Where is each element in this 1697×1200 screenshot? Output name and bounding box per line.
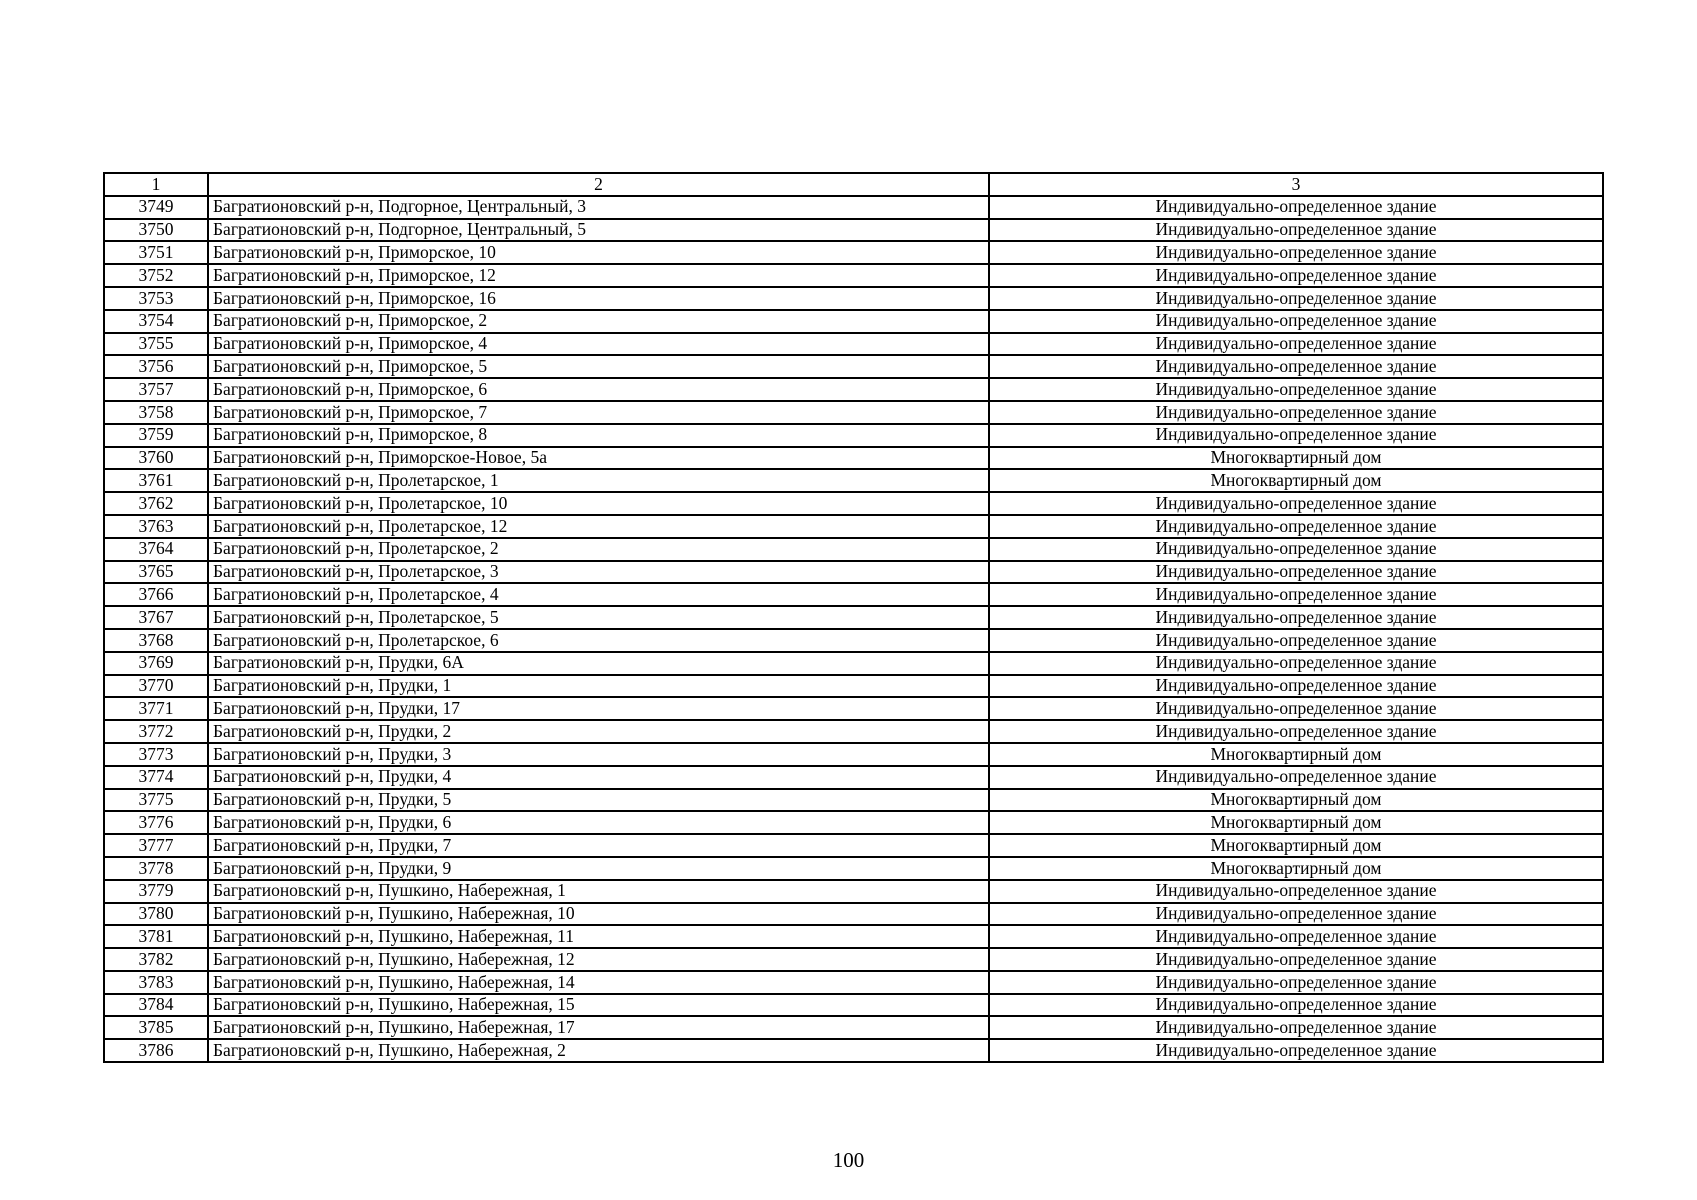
row-number: 3755 — [104, 333, 208, 356]
row-address: Багратионовский р-н, Подгорное, Центральный, 3 — [208, 196, 989, 219]
row-number: 3776 — [104, 811, 208, 834]
table-row — [104, 287, 1603, 310]
row-building-type: Индивидуально-определенное здание — [989, 606, 1603, 629]
row-address: Багратионовский р-н, Пушкино, Набережная, 15 — [208, 994, 989, 1017]
table-row — [104, 606, 1603, 629]
table-row — [104, 219, 1603, 242]
row-number: 3784 — [104, 994, 208, 1017]
row-address: Багратионовский р-н, Пролетарское, 6 — [208, 629, 989, 652]
row-address: Багратионовский р-н, Приморское, 5 — [208, 355, 989, 378]
table-row — [104, 515, 1603, 538]
row-building-type: Многоквартирный дом — [989, 811, 1603, 834]
row-number: 3751 — [104, 241, 208, 264]
row-address: Багратионовский р-н, Пролетарское, 4 — [208, 583, 989, 606]
row-building-type: Индивидуально-определенное здание — [989, 561, 1603, 584]
header-col-2: 2 — [208, 173, 989, 196]
table-row — [104, 196, 1603, 219]
row-building-type: Индивидуально-определенное здание — [989, 903, 1603, 926]
table-row — [104, 355, 1603, 378]
row-building-type: Индивидуально-определенное здание — [989, 424, 1603, 447]
row-number: 3786 — [104, 1039, 208, 1062]
row-address: Багратионовский р-н, Пролетарское, 2 — [208, 538, 989, 561]
row-building-type: Индивидуально-определенное здание — [989, 720, 1603, 743]
row-address: Багратионовский р-н, Прудки, 6А — [208, 652, 989, 675]
row-address: Багратионовский р-н, Пролетарское, 10 — [208, 492, 989, 515]
row-building-type: Индивидуально-определенное здание — [989, 994, 1603, 1017]
row-address: Багратионовский р-н, Пушкино, Набережная, 12 — [208, 948, 989, 971]
row-number: 3779 — [104, 880, 208, 903]
row-building-type: Индивидуально-определенное здание — [989, 196, 1603, 219]
buildings-table — [103, 172, 1604, 1063]
row-address: Багратионовский р-н, Пролетарское, 3 — [208, 561, 989, 584]
row-number: 3783 — [104, 971, 208, 994]
row-address: Багратионовский р-н, Подгорное, Центральный, 5 — [208, 219, 989, 242]
row-building-type: Многоквартирный дом — [989, 789, 1603, 812]
row-number: 3758 — [104, 401, 208, 424]
row-building-type: Индивидуально-определенное здание — [989, 401, 1603, 424]
table-body — [104, 196, 1603, 1062]
table-row — [104, 811, 1603, 834]
row-building-type: Индивидуально-определенное здание — [989, 652, 1603, 675]
row-number: 3780 — [104, 903, 208, 926]
row-number: 3768 — [104, 629, 208, 652]
table-row — [104, 1016, 1603, 1039]
row-number: 3757 — [104, 378, 208, 401]
row-number: 3770 — [104, 675, 208, 698]
row-address: Багратионовский р-н, Пушкино, Набережная, 17 — [208, 1016, 989, 1039]
row-number: 3761 — [104, 469, 208, 492]
row-address: Багратионовский р-н, Прудки, 3 — [208, 743, 989, 766]
row-number: 3772 — [104, 720, 208, 743]
table-row — [104, 720, 1603, 743]
row-building-type: Индивидуально-определенное здание — [989, 378, 1603, 401]
table-row — [104, 447, 1603, 470]
table-row — [104, 994, 1603, 1017]
row-address: Багратионовский р-н, Прудки, 17 — [208, 697, 989, 720]
page-number: 100 — [832, 1148, 865, 1172]
table-row — [104, 834, 1603, 857]
row-building-type: Индивидуально-определенное здание — [989, 264, 1603, 287]
table-row — [104, 675, 1603, 698]
table-row — [104, 583, 1603, 606]
row-number: 3762 — [104, 492, 208, 515]
table-row — [104, 925, 1603, 948]
table-row — [104, 743, 1603, 766]
table-row — [104, 697, 1603, 720]
row-number: 3766 — [104, 583, 208, 606]
row-building-type: Многоквартирный дом — [989, 743, 1603, 766]
row-number: 3774 — [104, 766, 208, 789]
table-row — [104, 561, 1603, 584]
row-number: 3753 — [104, 287, 208, 310]
table-row — [104, 652, 1603, 675]
row-number: 3767 — [104, 606, 208, 629]
row-number: 3781 — [104, 925, 208, 948]
table-row — [104, 880, 1603, 903]
row-address: Багратионовский р-н, Пушкино, Набережная, 14 — [208, 971, 989, 994]
row-building-type: Индивидуально-определенное здание — [989, 310, 1603, 333]
row-building-type: Индивидуально-определенное здание — [989, 355, 1603, 378]
table-row — [104, 492, 1603, 515]
row-number: 3777 — [104, 834, 208, 857]
row-number: 3785 — [104, 1016, 208, 1039]
table-row — [104, 971, 1603, 994]
table-row — [104, 469, 1603, 492]
table-row — [104, 766, 1603, 789]
row-address: Багратионовский р-н, Прудки, 9 — [208, 857, 989, 880]
row-building-type: Индивидуально-определенное здание — [989, 538, 1603, 561]
row-address: Багратионовский р-н, Прудки, 5 — [208, 789, 989, 812]
table-row — [104, 333, 1603, 356]
table-header-row — [104, 173, 1603, 196]
header-col-3: 3 — [989, 173, 1603, 196]
row-address: Багратионовский р-н, Приморское, 12 — [208, 264, 989, 287]
row-address: Багратионовский р-н, Прудки, 1 — [208, 675, 989, 698]
row-building-type: Индивидуально-определенное здание — [989, 766, 1603, 789]
row-building-type: Индивидуально-определенное здание — [989, 971, 1603, 994]
row-address: Багратионовский р-н, Пролетарское, 12 — [208, 515, 989, 538]
row-number: 3771 — [104, 697, 208, 720]
table-row — [104, 538, 1603, 561]
row-number: 3775 — [104, 789, 208, 812]
row-address: Багратионовский р-н, Пушкино, Набережная, 10 — [208, 903, 989, 926]
row-number: 3778 — [104, 857, 208, 880]
row-building-type: Индивидуально-определенное здание — [989, 880, 1603, 903]
row-address: Багратионовский р-н, Приморское, 8 — [208, 424, 989, 447]
row-number: 3769 — [104, 652, 208, 675]
table-row — [104, 264, 1603, 287]
row-address: Багратионовский р-н, Пушкино, Набережная, 1 — [208, 880, 989, 903]
row-building-type: Индивидуально-определенное здание — [989, 697, 1603, 720]
row-number: 3773 — [104, 743, 208, 766]
table-row — [104, 948, 1603, 971]
table-row — [104, 789, 1603, 812]
row-address: Багратионовский р-н, Пролетарское, 1 — [208, 469, 989, 492]
row-building-type: Индивидуально-определенное здание — [989, 515, 1603, 538]
row-building-type: Индивидуально-определенное здание — [989, 241, 1603, 264]
table-row — [104, 401, 1603, 424]
row-building-type: Индивидуально-определенное здание — [989, 948, 1603, 971]
table-row — [104, 903, 1603, 926]
header-col-1: 1 — [104, 173, 208, 196]
table-row — [104, 378, 1603, 401]
row-address: Багратионовский р-н, Прудки, 2 — [208, 720, 989, 743]
row-building-type: Индивидуально-определенное здание — [989, 219, 1603, 242]
row-building-type: Многоквартирный дом — [989, 447, 1603, 470]
table-row — [104, 310, 1603, 333]
row-building-type: Индивидуально-определенное здание — [989, 333, 1603, 356]
table-row — [104, 629, 1603, 652]
table-row — [104, 857, 1603, 880]
row-building-type: Индивидуально-определенное здание — [989, 925, 1603, 948]
row-building-type: Многоквартирный дом — [989, 834, 1603, 857]
row-address: Багратионовский р-н, Приморское, 4 — [208, 333, 989, 356]
row-address: Багратионовский р-н, Приморское, 7 — [208, 401, 989, 424]
table-row — [104, 241, 1603, 264]
row-address: Багратионовский р-н, Прудки, 4 — [208, 766, 989, 789]
row-address: Багратионовский р-н, Приморское, 16 — [208, 287, 989, 310]
row-address: Багратионовский р-н, Прудки, 7 — [208, 834, 989, 857]
row-building-type: Индивидуально-определенное здание — [989, 1039, 1603, 1062]
row-building-type: Индивидуально-определенное здание — [989, 1016, 1603, 1039]
table-row — [104, 1039, 1603, 1062]
row-address: Багратионовский р-н, Приморское, 2 — [208, 310, 989, 333]
row-number: 3763 — [104, 515, 208, 538]
row-building-type: Индивидуально-определенное здание — [989, 675, 1603, 698]
row-address: Багратионовский р-н, Пушкино, Набережная, 11 — [208, 925, 989, 948]
row-building-type: Индивидуально-определенное здание — [989, 287, 1603, 310]
row-number: 3760 — [104, 447, 208, 470]
row-address: Багратионовский р-н, Прудки, 6 — [208, 811, 989, 834]
row-number: 3749 — [104, 196, 208, 219]
row-building-type: Индивидуально-определенное здание — [989, 629, 1603, 652]
row-address: Багратионовский р-н, Пушкино, Набережная, 2 — [208, 1039, 989, 1062]
row-address: Багратионовский р-н, Приморское, 6 — [208, 378, 989, 401]
row-number: 3752 — [104, 264, 208, 287]
row-number: 3756 — [104, 355, 208, 378]
row-number: 3750 — [104, 219, 208, 242]
row-address: Багратионовский р-н, Приморское-Новое, 5а — [208, 447, 989, 470]
row-building-type: Индивидуально-определенное здание — [989, 583, 1603, 606]
row-address: Багратионовский р-н, Приморское, 10 — [208, 241, 989, 264]
row-address: Багратионовский р-н, Пролетарское, 5 — [208, 606, 989, 629]
row-number: 3764 — [104, 538, 208, 561]
row-building-type: Индивидуально-определенное здание — [989, 492, 1603, 515]
table-row — [104, 424, 1603, 447]
row-number: 3759 — [104, 424, 208, 447]
row-building-type: Многоквартирный дом — [989, 469, 1603, 492]
row-number: 3765 — [104, 561, 208, 584]
row-number: 3782 — [104, 948, 208, 971]
row-building-type: Многоквартирный дом — [989, 857, 1603, 880]
row-number: 3754 — [104, 310, 208, 333]
